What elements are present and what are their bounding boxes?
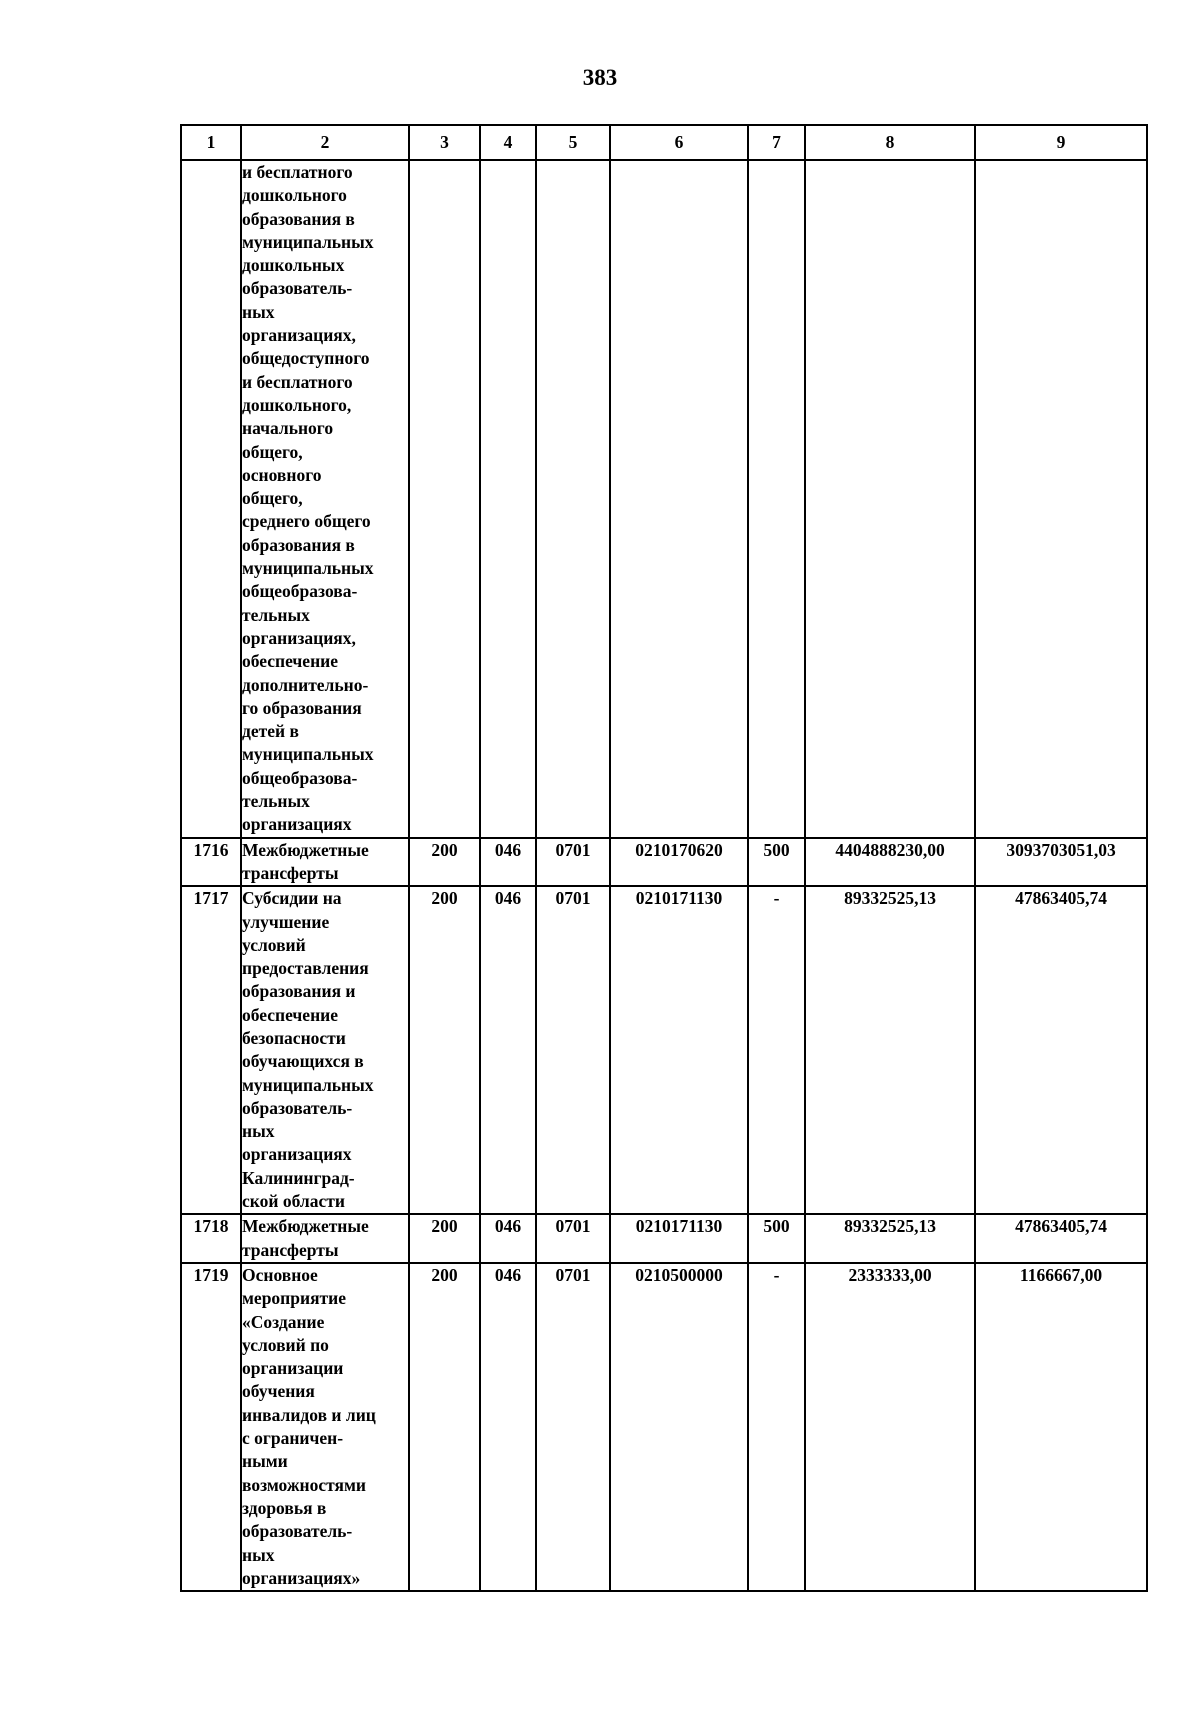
item-name-line: организациях <box>242 1144 352 1165</box>
item-name-line: образования в <box>242 534 355 555</box>
row-number-cell: 1718 <box>181 1214 241 1263</box>
expense-type-cell <box>748 160 805 838</box>
amount-cell: 89332525,13 <box>805 886 975 1214</box>
item-name-line: Калининград- <box>242 1167 355 1188</box>
item-name-line: Субсидии на <box>242 888 342 909</box>
budget-table <box>180 124 1148 1592</box>
item-name-line: Основное <box>242 1264 318 1285</box>
item-name-line: начального <box>242 418 334 439</box>
item-name-line: «Создание <box>242 1311 325 1332</box>
item-name-line: ных <box>242 1544 275 1565</box>
item-name-line: условий <box>242 934 306 955</box>
item-name-line: обеспечение <box>242 651 339 672</box>
item-name-line: организациях, <box>242 325 356 346</box>
header-cell: 9 <box>975 125 1147 160</box>
target-article-cell: 0210500000 <box>610 1263 748 1591</box>
item-name-line: тельных <box>242 604 310 625</box>
item-name-line: го образования <box>242 697 362 718</box>
subsection-code-cell: 0701 <box>536 1214 610 1263</box>
item-name-line: организациях <box>242 814 352 835</box>
expense-type-cell: 500 <box>748 1214 805 1263</box>
item-name-line: муниципальных <box>242 558 374 579</box>
header-cell: 1 <box>181 125 241 160</box>
item-name-cell <box>241 1214 409 1263</box>
item-name-line: организациях» <box>242 1567 361 1588</box>
item-name-line: организации <box>242 1358 344 1379</box>
row-number-cell: 1717 <box>181 886 241 1214</box>
header-cell: 5 <box>536 125 610 160</box>
expense-type-cell: 500 <box>748 838 805 887</box>
target-article-cell: 0210170620 <box>610 838 748 887</box>
item-name-line: дошкольного, <box>242 394 352 415</box>
item-name-line: образователь- <box>242 278 353 299</box>
ministry-code-cell <box>409 160 480 838</box>
header-cell: 2 <box>241 125 409 160</box>
amount-cell: 89332525,13 <box>805 1214 975 1263</box>
item-name-line: ными <box>242 1451 288 1472</box>
item-name-line: образователь- <box>242 1521 353 1542</box>
ministry-code-cell: 200 <box>409 838 480 887</box>
amount-executed-cell <box>975 160 1147 838</box>
item-name-line: среднего общего <box>242 511 371 532</box>
item-name-line: возможностями <box>242 1474 366 1495</box>
item-name-line: и бесплатного <box>242 371 353 392</box>
item-name-line: общеобразова- <box>242 581 358 602</box>
header-row <box>181 125 1147 160</box>
section-code-cell: 046 <box>480 838 536 887</box>
item-name-cell <box>241 1263 409 1591</box>
table-body <box>181 160 1147 1591</box>
subsection-code-cell: 0701 <box>536 1263 610 1591</box>
item-name-line: детей в <box>242 721 299 742</box>
row-number-cell: 1719 <box>181 1263 241 1591</box>
header-cell: 8 <box>805 125 975 160</box>
table-row <box>181 1214 1147 1263</box>
amount-executed-cell: 3093703051,03 <box>975 838 1147 887</box>
item-name-line: общего, <box>242 488 303 509</box>
item-name-line: общедоступного <box>242 348 370 369</box>
table-row <box>181 1263 1147 1591</box>
subsection-code-cell <box>536 160 610 838</box>
item-name-line: улучшение <box>242 911 330 932</box>
header-cell: 7 <box>748 125 805 160</box>
item-name-line: общего, <box>242 441 303 462</box>
expense-type-cell: - <box>748 1263 805 1591</box>
table-row <box>181 160 1147 838</box>
target-article-cell: 0210171130 <box>610 1214 748 1263</box>
item-name-line: и бесплатного <box>242 162 353 182</box>
amount-executed-cell: 47863405,74 <box>975 1214 1147 1263</box>
item-name-line: условий по <box>242 1334 329 1355</box>
amount-executed-cell: 1166667,00 <box>975 1263 1147 1591</box>
section-code-cell: 046 <box>480 886 536 1214</box>
ministry-code-cell: 200 <box>409 1214 480 1263</box>
item-name-line: дошкольных <box>242 255 345 276</box>
item-name-line: мероприятие <box>242 1288 346 1309</box>
item-name-line: образования и <box>242 981 356 1002</box>
item-name-line: образователь- <box>242 1097 353 1118</box>
item-name-line: предоставления <box>242 958 369 979</box>
item-name-line: трансферты <box>242 1239 339 1260</box>
expense-type-cell: - <box>748 886 805 1214</box>
item-name-line: муниципальных <box>242 744 374 765</box>
item-name-line: образования в <box>242 208 355 229</box>
item-name-line: трансферты <box>242 862 339 883</box>
item-name-line: Межбюджетные <box>242 839 369 860</box>
item-name-line: Межбюджетные <box>242 1216 369 1237</box>
item-name-line: ных <box>242 301 275 322</box>
table-row <box>181 838 1147 887</box>
subsection-code-cell: 0701 <box>536 838 610 887</box>
item-name-line: организациях, <box>242 627 356 648</box>
header-cell: 4 <box>480 125 536 160</box>
item-name-line: ных <box>242 1121 275 1142</box>
row-number-cell: 1716 <box>181 838 241 887</box>
item-name-line: дошкольного <box>242 185 347 206</box>
ministry-code-cell: 200 <box>409 886 480 1214</box>
item-name-line: ской области <box>242 1191 345 1212</box>
item-name-line: муниципальных <box>242 1074 374 1095</box>
item-name-line: с ограничен- <box>242 1428 344 1449</box>
item-name-line: дополнительно- <box>242 674 369 695</box>
amount-executed-cell: 47863405,74 <box>975 886 1147 1214</box>
target-article-cell: 0210171130 <box>610 886 748 1214</box>
item-name-line: тельных <box>242 791 310 812</box>
amount-cell: 4404888230,00 <box>805 838 975 887</box>
section-code-cell: 046 <box>480 1263 536 1591</box>
target-article-cell <box>610 160 748 838</box>
amount-cell: 2333333,00 <box>805 1263 975 1591</box>
ministry-code-cell: 200 <box>409 1263 480 1591</box>
page-number: 383 <box>582 65 618 90</box>
row-number-cell <box>181 160 241 838</box>
section-code-cell <box>480 160 536 838</box>
header-cell: 6 <box>610 125 748 160</box>
item-name-line: обеспечение <box>242 1004 339 1025</box>
item-name-line: здоровья в <box>242 1497 327 1518</box>
table-row <box>181 886 1147 1214</box>
item-name-line: инвалидов и лиц <box>242 1404 376 1425</box>
subsection-code-cell: 0701 <box>536 886 610 1214</box>
item-name-line: обучающихся в <box>242 1051 364 1072</box>
item-name-line: основного <box>242 464 322 485</box>
item-name-line: общеобразова- <box>242 767 358 788</box>
item-name-cell <box>241 160 409 838</box>
header-cell: 3 <box>409 125 480 160</box>
section-code-cell: 046 <box>480 1214 536 1263</box>
item-name-line: безопасности <box>242 1027 346 1048</box>
amount-cell <box>805 160 975 838</box>
item-name-cell <box>241 886 409 1214</box>
item-name-line: муниципальных <box>242 231 374 252</box>
item-name-line: обучения <box>242 1381 315 1402</box>
item-name-cell <box>241 838 409 887</box>
